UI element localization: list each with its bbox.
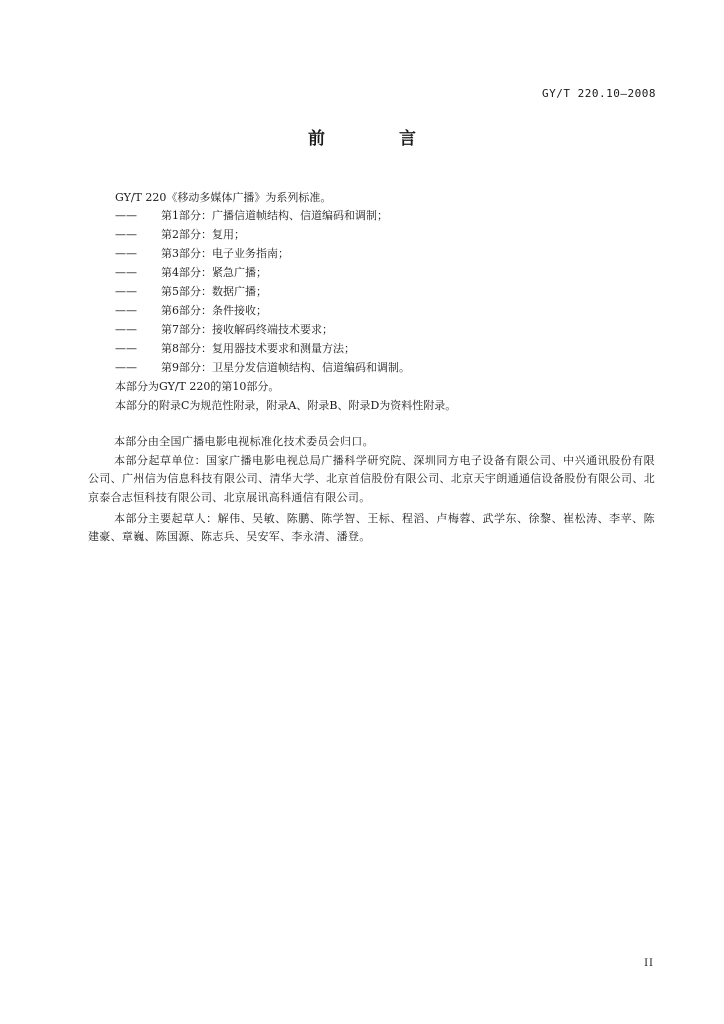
part-text: 第4部分：紧急广播； — [161, 266, 267, 279]
part-item — [115, 340, 355, 358]
list-dash: —— — [115, 228, 137, 241]
list-dash: —— — [115, 342, 137, 355]
list-dash: —— — [115, 266, 137, 279]
page-number: II — [644, 958, 654, 969]
list-dash: —— — [115, 323, 137, 336]
statement-part-number: 本部分为GY/T 220的第10部分。 — [115, 380, 280, 393]
part-item — [115, 207, 388, 225]
drafting-units-paragraph: 本部分起草单位：国家广播电影电视总局广播科学研究院、深圳同方电子设备有限公司、中兴通讯股份有限公司、广州信为信息科技有限公司、清华大学、北京首信股份有限公司、北京天宇朗通通信设备股份有限公司、北京泰合志恒科技有限公司、北京展讯高科通信有限公司。 — [88, 454, 655, 504]
page-title: 前 言 — [308, 129, 450, 149]
intro-line: GY/T 220《移动多媒体广播》为系列标准。 — [115, 191, 332, 204]
list-dash: —— — [115, 304, 137, 317]
part-text: 第3部分：电子业务指南； — [161, 247, 289, 260]
drafters-paragraph: 本部分主要起草人：解伟、吴敏、陈鹏、陈学智、王标、程滔、卢梅蓉、武学东、徐黎、崔松涛、李苹、陈建豪、章巍、陈国源、陈志兵、吴安军、李永清、潘登。 — [88, 512, 655, 544]
list-dash: —— — [115, 361, 137, 374]
part-text: 第9部分：卫星分发信道帧结构、信道编码和调制。 — [161, 361, 410, 374]
part-item — [115, 321, 333, 339]
part-text: 第5部分：数据广播； — [161, 285, 267, 298]
part-text: 第7部分：接收解码终端技术要求； — [161, 323, 333, 336]
list-dash: —— — [115, 285, 137, 298]
statement-annexes: 本部分的附录C为规范性附录，附录A、附录B、附录D为资料性附录。 — [115, 399, 457, 412]
part-text: 第6部分：条件接收； — [161, 304, 267, 317]
list-dash: —— — [115, 209, 137, 222]
part-item — [115, 302, 267, 320]
part-text: 第8部分：复用器技术要求和测量方法； — [161, 342, 355, 355]
list-dash: —— — [115, 247, 137, 260]
part-text: 第1部分：广播信道帧结构、信道编码和调制； — [161, 209, 388, 222]
part-item — [115, 245, 289, 263]
proposer-paragraph: 本部分由全国广播电影电视标准化技术委员会归口。 — [114, 435, 374, 448]
part-item — [115, 226, 245, 244]
part-text: 第2部分：复用； — [161, 228, 245, 241]
part-item — [115, 264, 267, 282]
part-item — [115, 283, 267, 301]
part-item — [115, 359, 410, 377]
document-code: GY/T 220.10—2008 — [542, 87, 656, 100]
